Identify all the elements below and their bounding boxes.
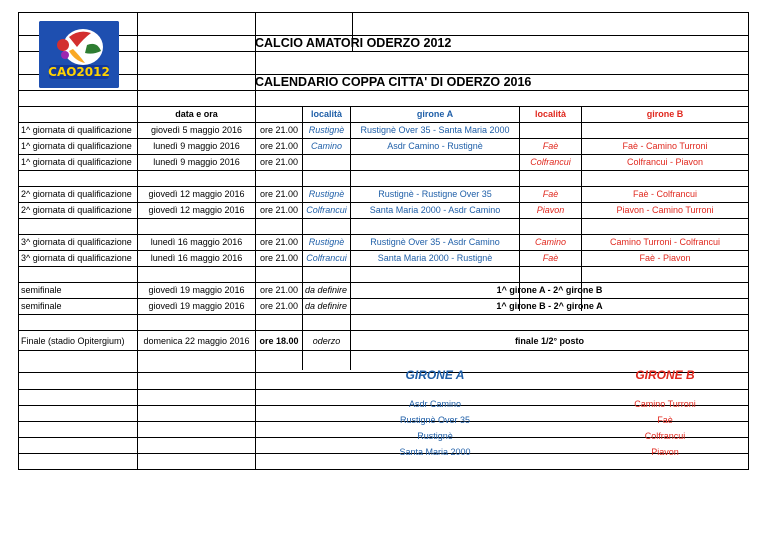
match-a: Rustignè - Rustigne Over 35 — [378, 189, 492, 199]
cao2012-logo — [39, 21, 119, 88]
girone-b-team: Faè — [657, 415, 673, 425]
location-a: Rustignè — [308, 237, 345, 247]
match-b: Colfrancui - Piavon — [626, 157, 704, 167]
match-b: Faè - Piavon — [639, 253, 691, 263]
phase-label: semifinale — [21, 285, 62, 295]
match-location: da definire — [305, 301, 348, 311]
match-time: ore 18.00 — [259, 336, 299, 346]
col-header-location-b: località — [534, 109, 566, 119]
col-header-date: data e ora — [175, 109, 218, 119]
location-b: Camino — [534, 237, 566, 247]
match-date: giovedì 5 maggio 2016 — [150, 125, 243, 135]
location-b: Piavon — [536, 205, 565, 215]
match-time: ore 21.00 — [259, 237, 299, 247]
match-date: giovedì 12 maggio 2016 — [148, 189, 245, 199]
match-a: Santa Maria 2000 - Asdr Camino — [369, 205, 501, 215]
location-b: Faè — [542, 253, 559, 263]
phase-label: 2^ giornata di qualificazione — [21, 205, 132, 215]
grid-line — [19, 218, 748, 219]
match-b: Faè - Colfrancui — [632, 189, 698, 199]
grid-line — [19, 170, 748, 171]
girone-a-team: Rustignè — [417, 431, 453, 441]
location-a: Camino — [310, 141, 342, 151]
girone-b-title: GIRONE B — [635, 368, 695, 382]
match-time: ore 21.00 — [259, 301, 299, 311]
match-time: ore 21.00 — [259, 125, 299, 135]
grid-line — [19, 330, 748, 331]
phase-label: 2^ giornata di qualificazione — [21, 189, 132, 199]
phase-label: 3^ giornata di qualificazione — [21, 237, 132, 247]
location-b: Faè — [542, 189, 559, 199]
match-date: domenica 22 maggio 2016 — [143, 336, 250, 346]
phase-label: 3^ giornata di qualificazione — [21, 253, 132, 263]
location-b: Colfrancui — [530, 157, 571, 167]
spreadsheet — [18, 12, 749, 470]
phase-label: 1^ giornata di qualificazione — [21, 141, 132, 151]
col-header-location-a: località — [310, 109, 342, 119]
match-date: lunedì 9 maggio 2016 — [153, 157, 240, 167]
match-date: lunedì 9 maggio 2016 — [153, 141, 240, 151]
phase-label: 1^ giornata di qualificazione — [21, 125, 132, 135]
match-date: giovedì 19 maggio 2016 — [148, 301, 245, 311]
match-a: Santa Maria 2000 - Rustignè — [377, 253, 493, 263]
location-a: Rustignè — [308, 125, 345, 135]
match-location: da definire — [305, 285, 348, 295]
match-time: ore 21.00 — [259, 285, 299, 295]
phase-label: semifinale — [21, 301, 62, 311]
grid-line — [19, 389, 748, 390]
match-time: ore 21.00 — [259, 189, 299, 199]
location-b: Faè — [542, 141, 559, 151]
match-b: Piavon - Camino Turroni — [616, 205, 714, 215]
grid-line — [19, 266, 748, 267]
girone-b-team: Colfrancui — [644, 431, 686, 441]
girone-b-team: Piavon — [651, 447, 679, 457]
phase-label: Finale (stadio Opitergium) — [21, 336, 125, 346]
grid-line — [19, 51, 748, 52]
phase-label: 1^ giornata di qualificazione — [21, 157, 132, 167]
col-header-girone-a: girone A — [416, 109, 454, 119]
page-subtitle: CALENDARIO COPPA CITTA' DI ODERZO 2016 — [255, 75, 532, 89]
match-date: giovedì 12 maggio 2016 — [148, 205, 245, 215]
location-a: Colfrancui — [306, 205, 347, 215]
match-time: ore 21.00 — [259, 253, 299, 263]
match-time: ore 21.00 — [259, 141, 299, 151]
girone-a-team: Santa Maria 2000 — [399, 447, 471, 457]
girone-a-title: GIRONE A — [405, 368, 465, 382]
grid-line — [19, 90, 748, 91]
match-date: giovedì 19 maggio 2016 — [148, 285, 245, 295]
semifinal-pairing: 1^ girone A - 2^ girone B — [496, 285, 603, 295]
match-date: lunedì 16 maggio 2016 — [150, 253, 243, 263]
match-b: Camino Turroni - Colfrancui — [609, 237, 721, 247]
girone-a-team: Asdr Camino — [408, 399, 462, 409]
match-a: Rustignè Over 35 - Asdr Camino — [370, 237, 500, 247]
location-a: Rustignè — [308, 189, 345, 199]
semifinal-pairing: 1^ girone B - 2^ girone A — [496, 301, 603, 311]
grid-line — [19, 350, 748, 351]
col-header-girone-b: girone B — [646, 109, 684, 119]
match-a: Asdr Camino - Rustignè — [387, 141, 483, 151]
match-time: ore 21.00 — [259, 205, 299, 215]
final-pairing: finale 1/2° posto — [514, 336, 585, 346]
match-location: oderzo — [312, 336, 341, 346]
match-a: Rustignè Over 35 - Santa Maria 2000 — [360, 125, 510, 135]
girone-a-team: Rustignè Over 35 — [399, 415, 471, 425]
match-date: lunedì 16 maggio 2016 — [150, 237, 243, 247]
page-title: CALCIO AMATORI ODERZO 2012 — [255, 36, 452, 50]
girone-b-team: Camino Turroni — [634, 399, 696, 409]
match-b: Faè - Camino Turroni — [622, 141, 708, 151]
grid-line — [19, 314, 748, 315]
logo-text: CAO2012 — [48, 65, 110, 79]
match-time: ore 21.00 — [259, 157, 299, 167]
location-a: Colfrancui — [306, 253, 347, 263]
